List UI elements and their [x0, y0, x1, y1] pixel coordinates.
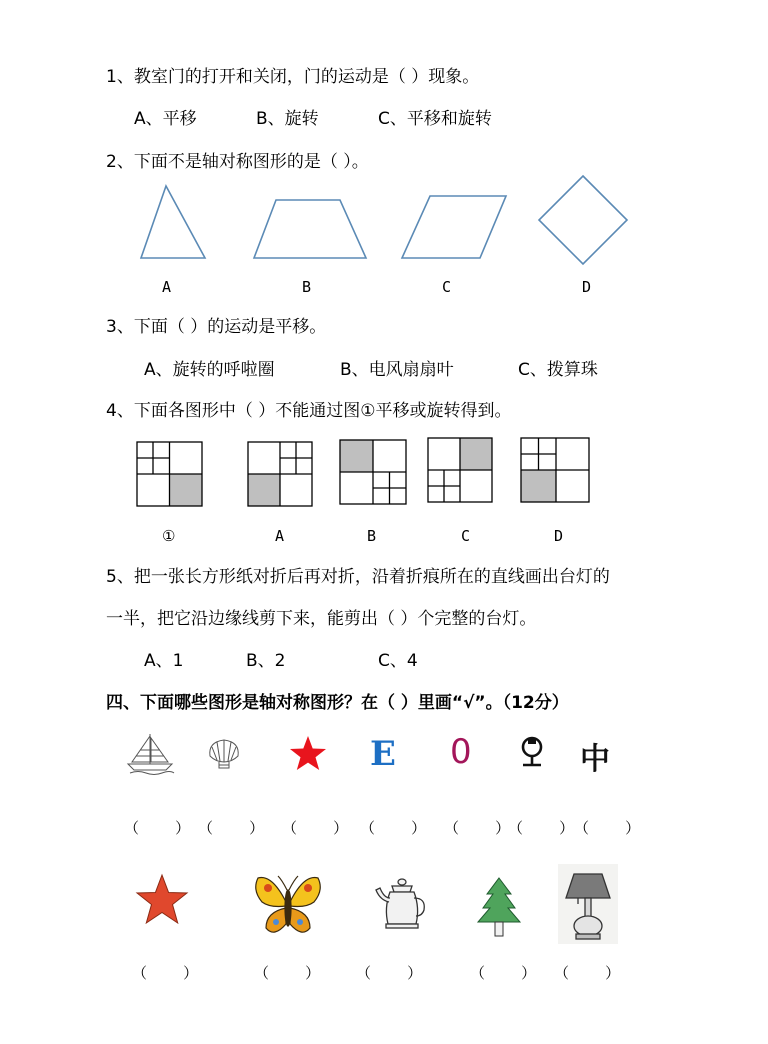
answer-paren-9[interactable]: （ ）: [254, 964, 321, 982]
q2-question: 2、下面不是轴对称图形的是（ ）。: [106, 152, 369, 172]
q2-shapes: [0, 170, 768, 290]
star-icon: [134, 872, 190, 928]
q1-question: 1、教室门的打开和关闭，门的运动是（ ）现象。: [106, 67, 480, 87]
q5-line2: 一半，把它沿边缘线剪下来，能剪出（ ）个完整的台灯。: [106, 609, 537, 629]
q2-label-a: A: [162, 278, 172, 296]
q2-label-d: D: [582, 278, 592, 296]
triangle-shape: [141, 186, 205, 258]
q4-label-d: D: [554, 527, 564, 545]
q3-option-b: B、电风扇扇叶: [340, 360, 454, 380]
answer-paren-8[interactable]: （ ）: [132, 964, 199, 982]
q5-line1: 5、把一张长方形纸对折后再对折，沿着折痕所在的直线画出台灯的: [106, 567, 610, 587]
sailboat-icon: [126, 730, 176, 774]
star-icon: [288, 734, 328, 774]
trapezoid-shape: [254, 200, 366, 258]
q4-label-1: ①: [162, 527, 176, 545]
rhombus-shape: [539, 176, 627, 264]
q5-option-c: C、4: [378, 651, 418, 671]
q1-option-b: B、旋转: [256, 109, 319, 129]
answer-paren-3[interactable]: （ ）: [282, 819, 349, 837]
q4-label-c: C: [461, 527, 471, 545]
q4-question: 4、下面各图形中（ ）不能通过图①平移或旋转得到。: [106, 401, 512, 421]
q1-option-c: C、平移和旋转: [378, 109, 492, 129]
grid-figure-d: [521, 438, 589, 502]
lamp-icon: [558, 864, 618, 944]
q3-question: 3、下面（ ）的运动是平移。: [106, 317, 327, 337]
answer-paren-5[interactable]: （ ）: [444, 819, 511, 837]
parallelogram-shape: [402, 196, 506, 258]
q5-option-b: B、2: [246, 651, 286, 671]
shell-icon: [204, 734, 244, 774]
q4-label-b: B: [367, 527, 377, 545]
tree-icon: [474, 876, 524, 940]
q4-grids: [0, 436, 768, 516]
q5-option-a: A、1: [144, 651, 184, 671]
grid-figure-b: [340, 440, 406, 504]
q2-label-b: B: [302, 278, 312, 296]
answer-paren-4[interactable]: （ ）: [360, 819, 427, 837]
letter-e: E: [370, 734, 396, 774]
grid-figure-1: [137, 442, 202, 506]
teapot-icon: [372, 874, 432, 936]
answer-paren-12[interactable]: （ ）: [554, 964, 621, 982]
answer-paren-11[interactable]: （ ）: [470, 964, 537, 982]
q4-label-a: A: [275, 527, 285, 545]
q2-label-c: C: [442, 278, 452, 296]
zhong-character: 中: [580, 742, 610, 777]
answer-paren-2[interactable]: （ ）: [198, 819, 265, 837]
q1-option-a: A、平移: [134, 109, 197, 129]
answer-paren-6[interactable]: （ ）: [508, 819, 575, 837]
butterfly-icon: [252, 872, 324, 942]
section4-heading: 四、下面哪些图形是轴对称图形？在（ ）里画“√”。（12分）: [106, 693, 569, 713]
answer-paren-10[interactable]: （ ）: [356, 964, 423, 982]
grid-figure-a: [248, 442, 312, 506]
grid-figure-c: [428, 438, 492, 502]
answer-paren-1[interactable]: （ ）: [124, 819, 191, 837]
q3-option-a: A、旋转的呼啦圈: [144, 360, 275, 380]
q3-option-c: C、拨算珠: [518, 360, 598, 380]
railway-logo-icon: [514, 734, 550, 770]
digit-zero: 0: [450, 732, 472, 772]
answer-paren-7[interactable]: （ ）: [574, 819, 641, 837]
